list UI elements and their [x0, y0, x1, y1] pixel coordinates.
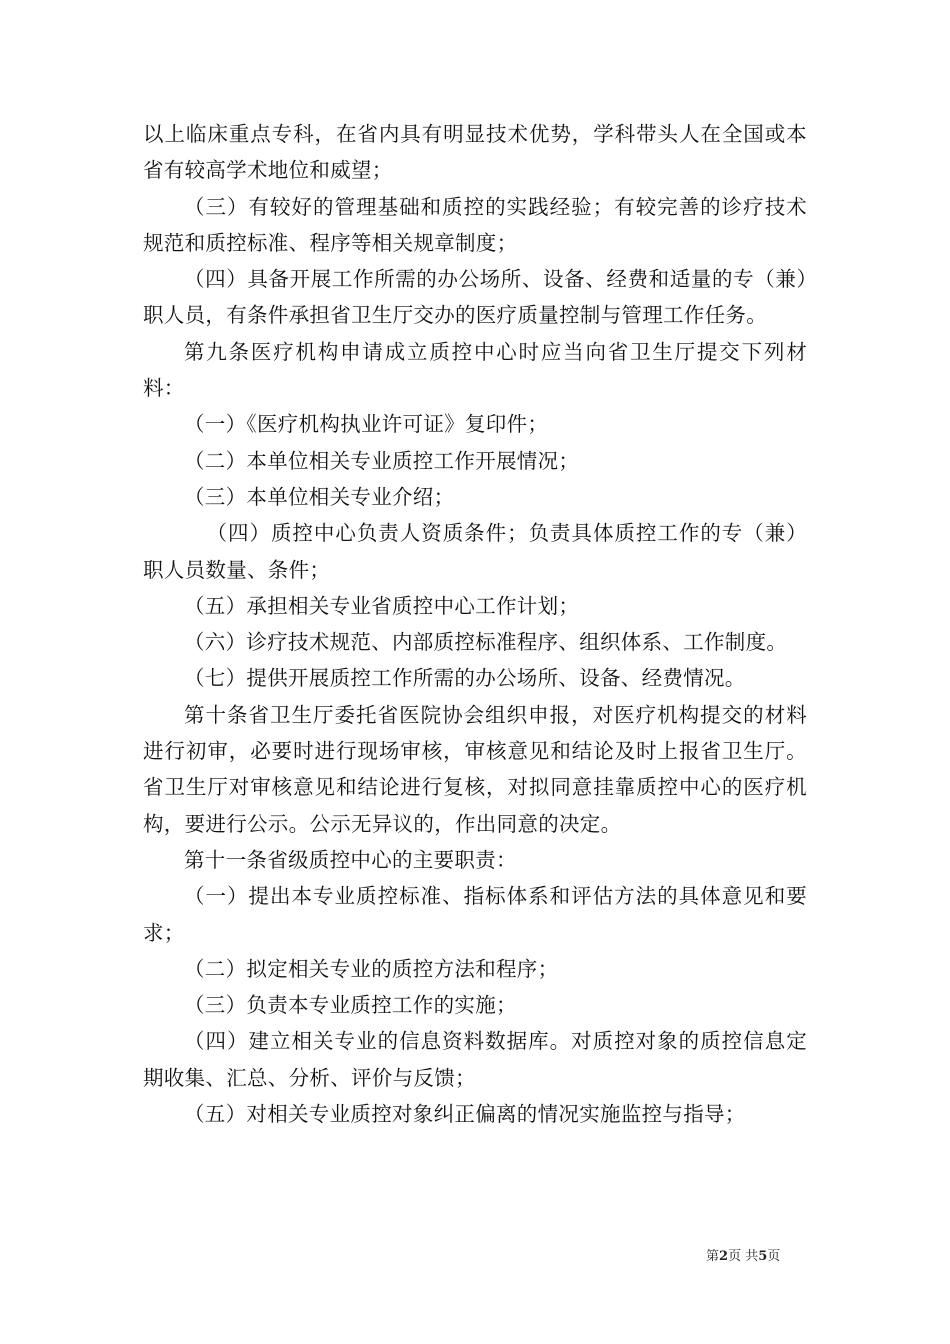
paragraph: （七）提供开展质控工作所需的办公场所、设备、经费情况。 [184, 666, 746, 691]
document-body [143, 116, 807, 1132]
paragraph: （二）拟定相关专业的质控方法和程序； [184, 956, 559, 981]
paragraph: （一）《医疗机构执业许可证》复印件； [184, 412, 549, 437]
paragraph: 第十一条省级质控中心的主要职责： [184, 847, 517, 872]
paragraph: （三）负责本专业质控工作的实施； [184, 993, 517, 1018]
paragraph: （四）建立相关专业的信息资料数据库。对质控对象的质控信息定期收集、汇总、分析、评价与反馈； [143, 1029, 807, 1090]
paragraph: （五）对相关专业质控对象纠正偏离的情况实施监控与指导； [184, 1102, 746, 1127]
paragraph: 第十条省卫生厅委托省医院协会组织申报，对医疗机构提交的材料进行初审，必要时进行现场审核，审核意见和结论及时上报省卫生厅。省卫生厅对审核意见和结论进行复核，对拟同意挂靠质控中心的医疗机构，要进行公示。公示无异议的，作出同意的决定。 [143, 702, 807, 836]
footer-middle: 页 共 [728, 1249, 759, 1264]
total-page-count: 5 [758, 1249, 768, 1264]
paragraph: （二）本单位相关专业质控工作开展情况； [184, 448, 580, 473]
current-page-number: 2 [719, 1249, 729, 1264]
paragraph: （一）提出本专业质控标准、指标体系和评估方法的具体意见和要求； [143, 884, 807, 945]
paragraph: （四）质控中心负责人资质条件；负责具体质控工作的专（兼）职人员数量、条件； [143, 521, 807, 582]
paragraph: 第九条医疗机构申请成立质控中心时应当向省卫生厅提交下列材料： [143, 339, 807, 401]
paragraph: （四）具备开展工作所需的办公场所、设备、经费和适量的专（兼）职人员，有条件承担省卫生厅交办的医疗质量控制与管理工作任务。 [143, 267, 807, 328]
paragraph: 以上临床重点专科，在省内具有明显技术优势，学科带头人在全国或本省有较高学术地位和威望； [143, 122, 807, 183]
paragraph: （三）本单位相关专业介绍； [184, 484, 455, 509]
page-number-footer [706, 1245, 826, 1264]
paragraph: （五）承担相关专业省质控中心工作计划； [184, 593, 580, 618]
paragraph: （六）诊疗技术规范、内部质控标准程序、组织体系、工作制度。 [184, 630, 788, 655]
paragraph: （三）有较好的管理基础和质控的实践经验；有较完善的诊疗技术规范和质控标准、程序等相关规章制度； [143, 194, 807, 255]
footer-prefix: 第 [706, 1249, 720, 1264]
footer-suffix: 页 [767, 1249, 781, 1264]
